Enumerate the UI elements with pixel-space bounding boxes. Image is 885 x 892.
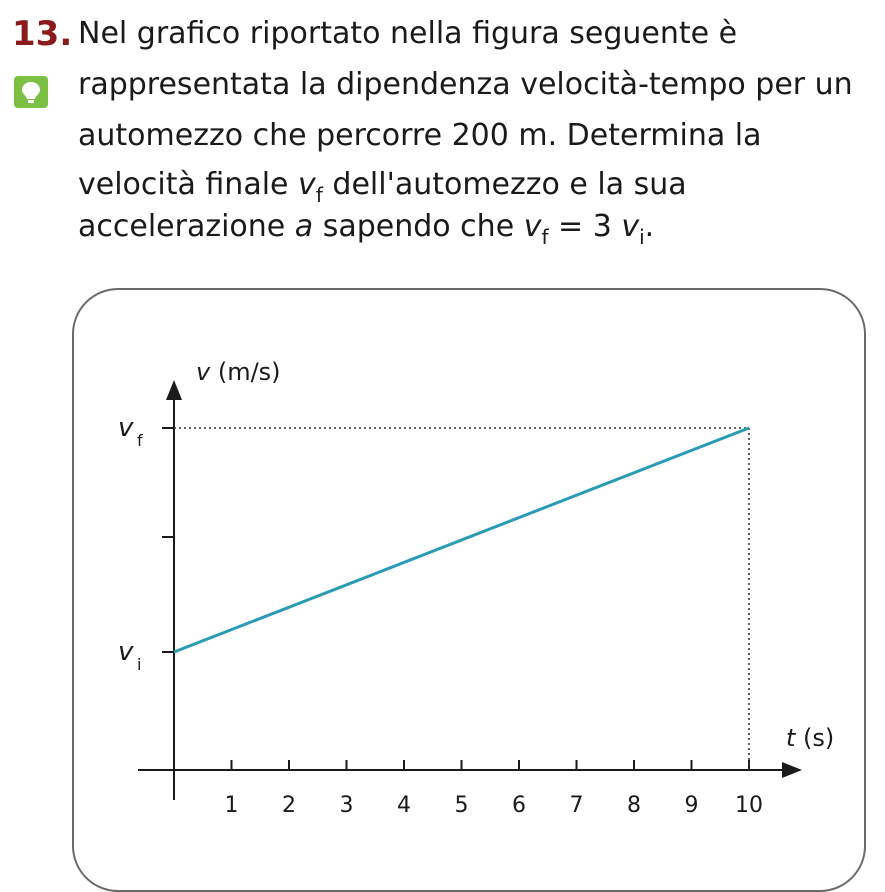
chart-series: [174, 428, 749, 652]
y-axis-arrow: [166, 380, 182, 400]
chart-guides: [174, 428, 749, 770]
y-tick-label-sub: f: [137, 431, 143, 450]
x-tick-label: 1: [224, 793, 239, 818]
x-axis-arrow: [782, 762, 802, 778]
y-tick-label: v: [118, 637, 134, 667]
x-tick-label: 6: [512, 793, 526, 818]
problem-line-5: accelerazione a sapendo che $v_f = 3$ $v_i$.: [78, 209, 655, 249]
problem-number: 13.: [12, 14, 73, 54]
x-axis-label: t (s): [786, 724, 835, 752]
y-tick-label: v: [118, 413, 134, 443]
problem-line-2: rappresentata la dipendenza velocità-tempo per un: [78, 67, 853, 102]
y-tick-label-sub: i: [137, 655, 142, 674]
series-line: [174, 428, 749, 652]
problem-line-1: Nel grafico riportato nella figura seguente è: [78, 16, 738, 51]
x-tick-label: 8: [627, 793, 641, 818]
problem-line-4: velocità finale $v_f$ dell'automezzo e la sua: [78, 167, 687, 207]
x-tick-label: 10: [735, 793, 763, 818]
x-tick-label: 4: [397, 793, 411, 818]
x-tick-label: 9: [684, 793, 699, 818]
x-tick-label: 7: [569, 793, 584, 818]
x-tick-label: 3: [339, 793, 354, 818]
y-axis-label: v (m/s): [196, 358, 281, 386]
chart-labels: [118, 358, 834, 818]
problem-line-3: automezzo che percorre 200 m. Determina la: [78, 118, 762, 153]
x-tick-label: 5: [454, 793, 469, 818]
x-tick-label: 2: [282, 793, 296, 818]
chart-axes: [138, 380, 802, 800]
